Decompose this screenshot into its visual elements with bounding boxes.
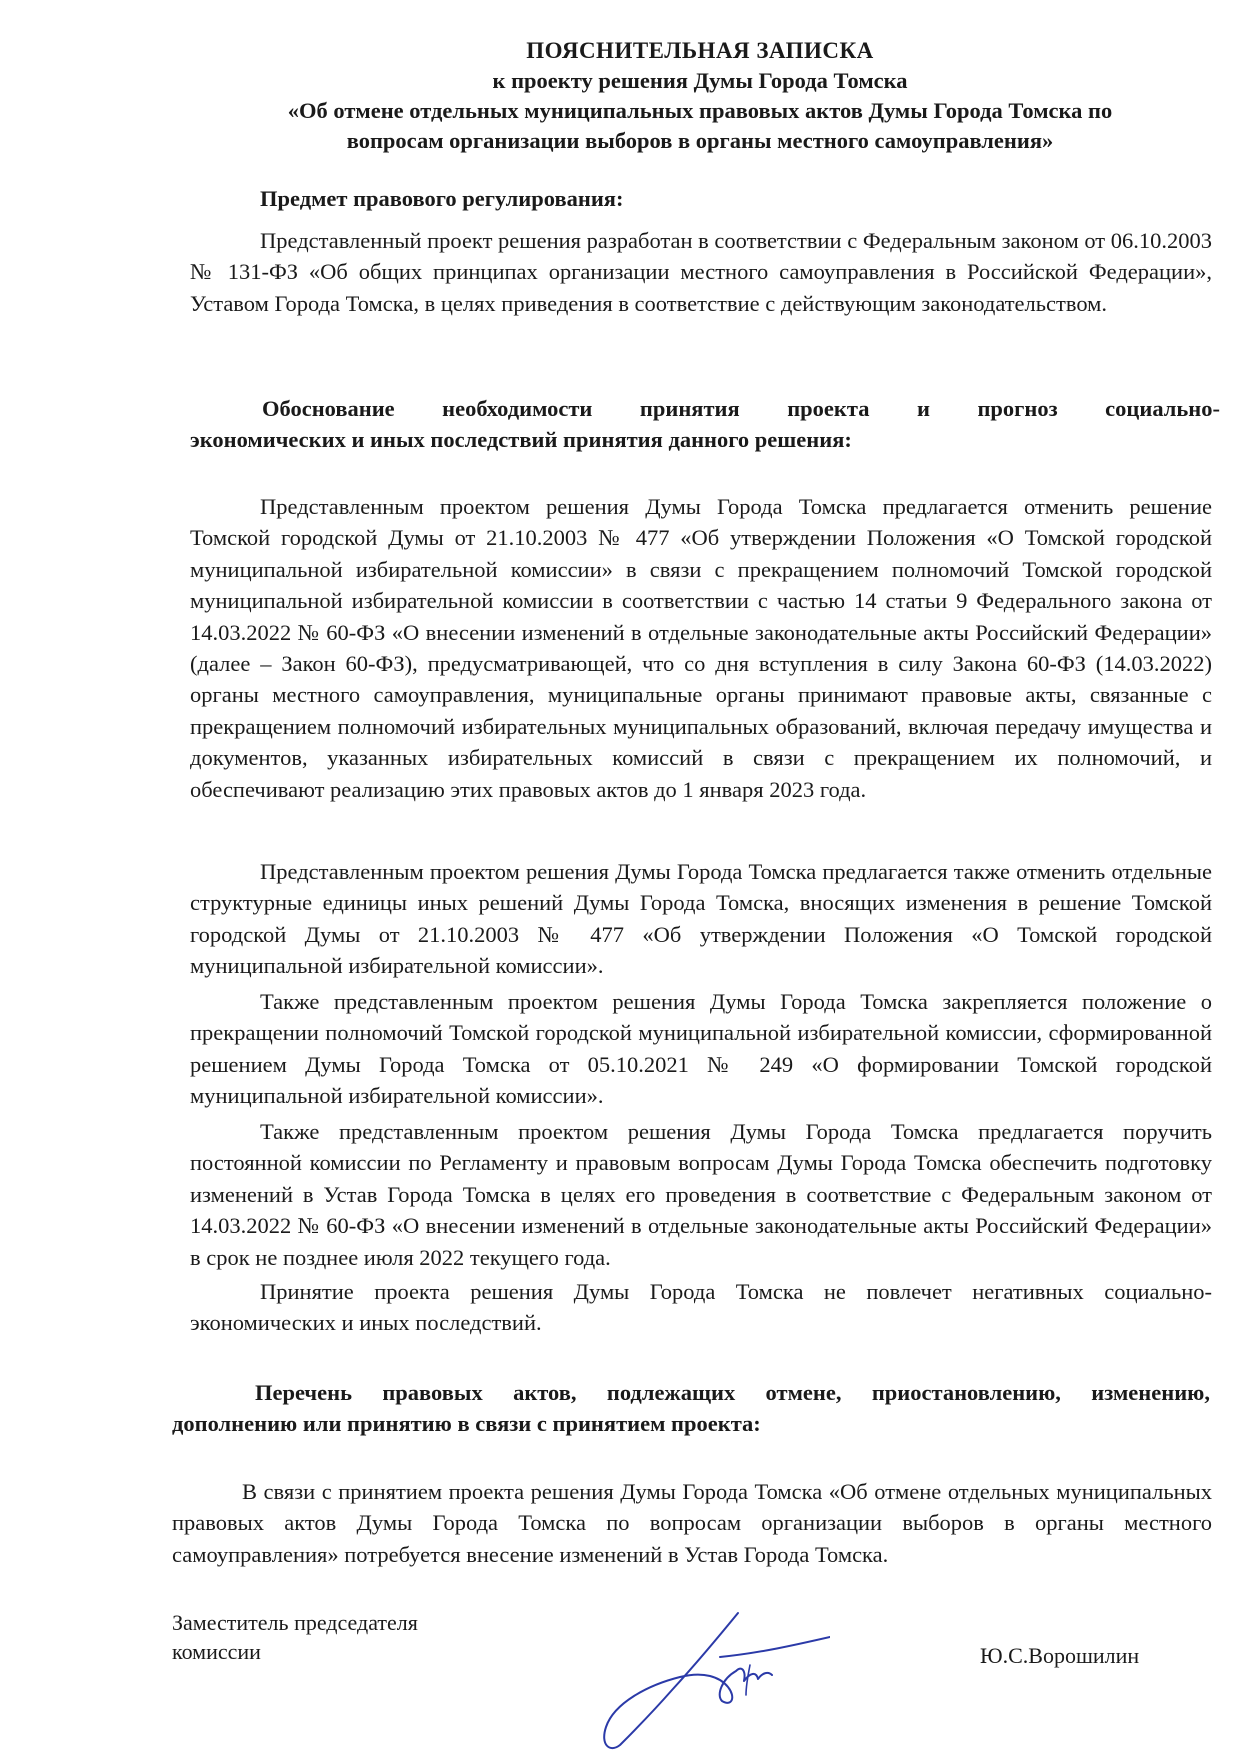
document-subject-line-2: вопросам организации выборов в органы местного самоуправления» bbox=[346, 128, 1054, 153]
paragraph-justification-4: Также представленным проектом решения Думы Города Томска предлагается поручить постоянной комиссии по Регламенту и правовым вопросам Думы Города Томска обеспечить подготовку изменений в Устав Города Томска в целях его проведения в соответствие с Федеральным законом от 14.03.2022 № 60-ФЗ «О внесении изменений в отдельные законодательные акты Российский Федерации» в срок не позднее июля 2022 текущего года. bbox=[190, 1119, 1212, 1270]
paragraph-justification-5: Принятие проекта решения Думы Города Томска не повлечет негативных социально-экономических и иных последствий. bbox=[190, 1279, 1212, 1336]
paragraph-justification-3: Также представленным проектом решения Думы Города Томска закрепляется положение о прекращении полномочий Томской городской муниципальной избирательной комиссии, сформированной решением Думы Города Томска от 05.10.2021 № 249 «О формировании Томской городской муниципальной избирательной комиссии». bbox=[190, 989, 1212, 1109]
section-heading-regulation-subject: Предмет правового регулирования: bbox=[260, 186, 624, 211]
handwritten-signature bbox=[600, 1595, 830, 1755]
signer-role bbox=[172, 1608, 418, 1666]
section-heading-justification-line-2: экономических и иных последствий принятия данного решения: bbox=[190, 427, 852, 452]
title-block bbox=[175, 36, 1225, 156]
section-heading-acts-list-line-2: дополнению или принятию в связи с принятием проекта: bbox=[172, 1411, 761, 1436]
document-subject-line-1: «Об отмене отдельных муниципальных правовых актов Думы Города Томска по bbox=[287, 98, 1113, 123]
section-heading-justification-line-1: Обоснование необходимости принятия проекта и прогноз социально- bbox=[262, 396, 1220, 421]
signer-role-line-2: комиссии bbox=[172, 1639, 261, 1664]
signer-role-line-1: Заместитель председателя bbox=[172, 1610, 418, 1635]
paragraph-justification-2: Представленным проектом решения Думы Города Томска предлагается также отменить отдельные структурные единицы иных решений Думы Города Томска, вносящих изменения в решение Томской городской Думы от 21.10.2003 № 477 «Об утверждении Положения «О Томской городской муниципальной избирательной комиссии». bbox=[190, 859, 1212, 979]
document-subtitle: к проекту решения Думы Города Томска bbox=[492, 68, 908, 93]
paragraph-regulation-subject: Представленный проект решения разработан в соответствии с Федеральным законом от 06.10.2003 № 131-ФЗ «Об общих принципах организации местного самоуправления в Российской Федерации», Уставом Города Томска, в целях приведения в соответствие с действующим законодательством. bbox=[190, 228, 1212, 316]
section-heading-acts-list-line-1: Перечень правовых актов, подлежащих отмене, приостановлению, изменению, bbox=[255, 1380, 1210, 1405]
paragraph-acts-list: В связи с принятием проекта решения Думы Города Томска «Об отмене отдельных муниципальных правовых актов Думы Города Томска по вопросам организации выборов в органы местного самоуправления» потребуется внесение изменений в Устав Города Томска. bbox=[172, 1479, 1212, 1567]
document-title: ПОЯСНИТЕЛЬНАЯ ЗАПИСКА bbox=[526, 38, 874, 63]
signer-name: Ю.С.Ворошилин bbox=[980, 1643, 1140, 1668]
paragraph-justification-1: Представленным проектом решения Думы Города Томска предлагается отменить решение Томской городской Думы от 21.10.2003 № 477 «Об утверждении Положения «О Томской городской муниципальной избирательной комиссии» в связи с прекращением полномочий Томской городской муниципальной избирательной комиссии в соответствии с частью 14 статьи 9 Федерального закона от 14.03.2022 № 60-ФЗ «О внесении изменений в отдельные законодательные акты Российский Федерации» (далее – Закон 60-ФЗ), предусматривающей, что со дня вступления в силу Закона 60-ФЗ (14.03.2022) органы местного самоуправления, муниципальные органы принимают правовые акты, связанные с прекращением полномочий избирательных муниципальных образований, включая передачу имущества и документов, указанных избирательных комиссий в связи с прекращением их полномочий, и обеспечивают реализацию этих правовых актов до 1 января 2023 года. bbox=[190, 494, 1212, 802]
